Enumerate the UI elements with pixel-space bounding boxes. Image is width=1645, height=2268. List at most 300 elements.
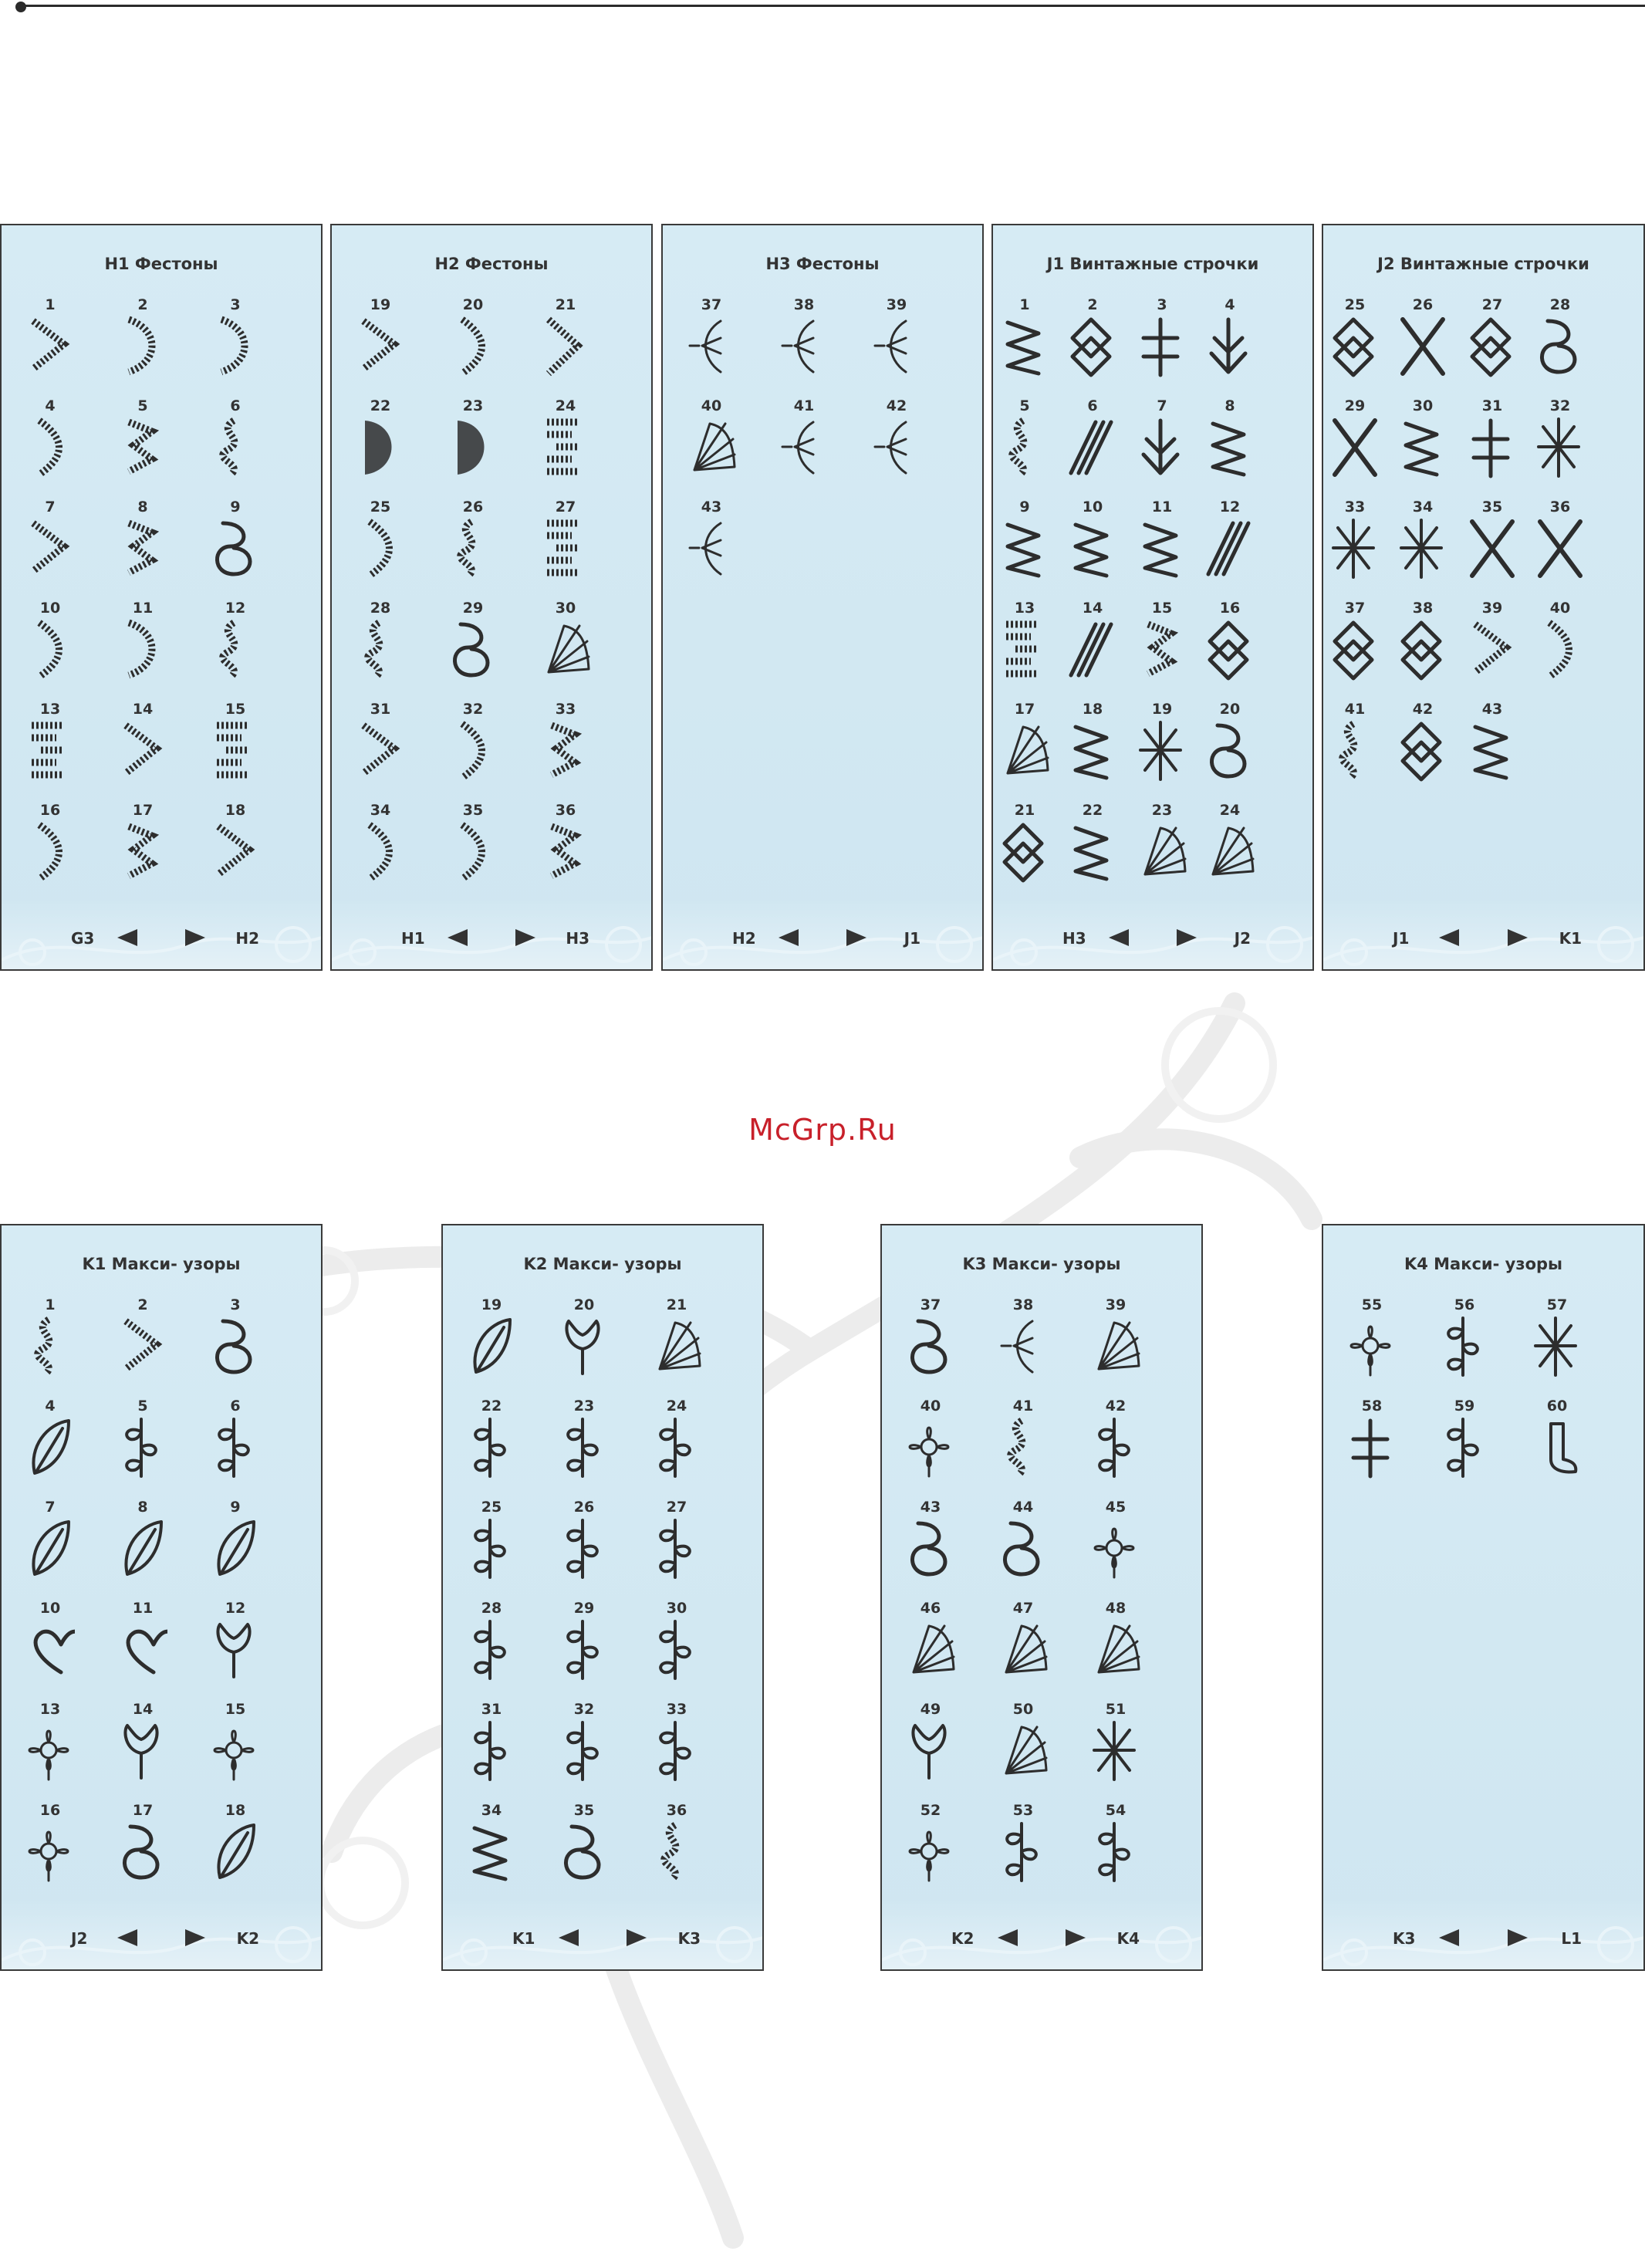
arrow-left-icon[interactable]	[779, 929, 799, 946]
stitch-item[interactable]	[988, 1701, 1058, 1793]
stitch-item[interactable]	[1203, 701, 1257, 793]
nav-prev-label: K3	[1393, 1929, 1416, 1948]
stitch-loops-icon	[906, 1315, 955, 1380]
stitch-loops-icon	[211, 517, 260, 582]
stitch-item[interactable]	[1135, 499, 1189, 591]
stitch-item[interactable]	[862, 296, 931, 389]
stitch-number: 24	[1219, 802, 1241, 819]
stitch-item[interactable]	[1203, 802, 1257, 894]
stitch-number: 43	[920, 1499, 941, 1516]
stitch-block-icon	[1000, 618, 1049, 683]
stitch-item[interactable]	[1081, 1701, 1150, 1793]
stitch-vine-icon	[467, 1416, 516, 1481]
stitch-item[interactable]	[15, 1600, 85, 1692]
stitch-item[interactable]	[1430, 1398, 1499, 1490]
stitch-block-icon	[211, 719, 260, 784]
stitch-item[interactable]	[531, 600, 600, 692]
stitch-crescent-icon	[25, 618, 75, 683]
stitch-item[interactable]	[1337, 1398, 1407, 1490]
stitch-item[interactable]	[1396, 499, 1450, 591]
stitch-item[interactable]	[531, 499, 600, 591]
stitch-fan-icon	[1000, 719, 1049, 784]
stitch-diamond-icon	[1468, 315, 1517, 380]
arrow-right-icon[interactable]	[846, 929, 866, 946]
stitch-item[interactable]	[108, 296, 177, 389]
stitch-item[interactable]	[108, 1398, 177, 1490]
stitch-number: 7	[1157, 397, 1167, 414]
stitch-item[interactable]	[346, 397, 415, 490]
stitch-number: 1	[45, 296, 56, 313]
stitch-item[interactable]	[201, 600, 270, 692]
stitch-item[interactable]	[642, 1802, 711, 1895]
stitch-item[interactable]	[1081, 1600, 1150, 1692]
arrow-left-icon[interactable]	[1439, 929, 1459, 946]
stitch-number: 2	[137, 1296, 148, 1313]
stitch-item[interactable]	[1328, 499, 1382, 591]
stitch-item[interactable]	[15, 701, 85, 793]
stitch-number: 39	[1105, 1296, 1127, 1313]
stitch-item[interactable]	[15, 600, 85, 692]
stitch-item[interactable]	[998, 802, 1052, 894]
stitch-number: 34	[1412, 499, 1434, 515]
stitch-heart-icon	[25, 1618, 75, 1683]
stitch-item[interactable]	[896, 1802, 965, 1895]
stitch-item[interactable]	[1337, 1296, 1407, 1389]
stitch-item[interactable]	[457, 1499, 526, 1591]
stitch-panel	[0, 224, 323, 971]
stitch-number: 4	[45, 1398, 56, 1415]
stitch-item[interactable]	[1533, 397, 1587, 490]
arrow-right-icon[interactable]	[1177, 929, 1197, 946]
stitch-leaf-icon	[211, 1517, 260, 1582]
stitch-number: 14	[132, 1701, 154, 1718]
stitch-number: 23	[573, 1398, 595, 1415]
stitch-item[interactable]	[1465, 701, 1519, 793]
stitch-item[interactable]	[1328, 701, 1382, 793]
stitch-number: 12	[225, 1600, 246, 1617]
arrow-right-icon[interactable]	[1508, 929, 1528, 946]
stitch-item[interactable]	[988, 1398, 1058, 1490]
stitch-number: 51	[1105, 1701, 1127, 1718]
stitch-number: 32	[1549, 397, 1571, 414]
stitch-item[interactable]	[108, 1600, 177, 1692]
stitch-star-icon	[1091, 1719, 1140, 1784]
stitch-item[interactable]	[1533, 600, 1587, 692]
stitch-flower-icon	[1347, 1315, 1397, 1380]
stitch-number: 24	[555, 397, 576, 414]
stitch-item[interactable]	[549, 1701, 619, 1793]
stitch-wavy-icon	[1000, 416, 1049, 481]
stitch-panel	[441, 1224, 764, 1971]
stitch-panel	[1322, 224, 1645, 971]
arrow-right-icon[interactable]	[1066, 1929, 1086, 1946]
stitch-crescent-icon	[356, 517, 405, 582]
stitch-item[interactable]	[642, 1701, 711, 1793]
stitch-item[interactable]	[457, 1701, 526, 1793]
stitch-item[interactable]	[201, 296, 270, 389]
stitch-item[interactable]	[438, 600, 508, 692]
stitch-number: 45	[1105, 1499, 1127, 1516]
arrow-left-icon[interactable]	[448, 929, 468, 946]
stitch-item[interactable]	[108, 802, 177, 894]
arrow-left-icon[interactable]	[1109, 929, 1129, 946]
stitch-item[interactable]	[1066, 701, 1120, 793]
stitch-star-icon	[1330, 517, 1380, 582]
panel-nav-footer	[1323, 898, 1643, 969]
panel-title: J1 Винтажные строчки	[1046, 255, 1259, 273]
stitch-loops-icon	[1205, 719, 1255, 784]
stitch-item[interactable]	[998, 499, 1052, 591]
stitch-item[interactable]	[1135, 600, 1189, 692]
stitch-item[interactable]	[1135, 701, 1189, 793]
stitch-item[interactable]	[201, 1701, 270, 1793]
stitch-item[interactable]	[1465, 600, 1519, 692]
stitch-item[interactable]	[1081, 1296, 1150, 1389]
stitch-zigzag-icon	[1000, 517, 1049, 582]
arrow-left-icon[interactable]	[117, 929, 137, 946]
stitch-item[interactable]	[1066, 296, 1120, 389]
stitch-item[interactable]	[642, 1296, 711, 1389]
stitch-item[interactable]	[862, 397, 931, 490]
stitch-item[interactable]	[15, 802, 85, 894]
stitch-item[interactable]	[1328, 296, 1382, 389]
stitch-fan-icon	[541, 618, 590, 683]
stitch-fan-icon	[687, 416, 736, 481]
stitch-number: 40	[920, 1398, 941, 1415]
stitch-item[interactable]	[15, 1701, 85, 1793]
stitch-item[interactable]	[1066, 802, 1120, 894]
stitch-item[interactable]	[346, 499, 415, 591]
stitch-item[interactable]	[769, 397, 839, 490]
stitch-star-icon	[1137, 719, 1187, 784]
stitch-item[interactable]	[108, 1701, 177, 1793]
stitch-zigzag-icon	[1068, 517, 1117, 582]
stitch-chevron-icon	[25, 315, 75, 380]
watermark-text: McGrp.Ru	[748, 1113, 897, 1147]
stitch-item[interactable]	[201, 1398, 270, 1490]
stitch-wavy-icon	[356, 618, 405, 683]
stitch-item[interactable]	[988, 1600, 1058, 1692]
stitch-number: 26	[1412, 296, 1434, 313]
stitch-chevron-icon	[356, 719, 405, 784]
stitch-number: 32	[573, 1701, 595, 1718]
stitch-item[interactable]	[988, 1499, 1058, 1591]
stitch-item[interactable]	[1081, 1802, 1150, 1895]
stitch-tulip-icon	[559, 1315, 609, 1380]
stitch-item[interactable]	[998, 296, 1052, 389]
stitch-item[interactable]	[769, 296, 839, 389]
stitch-item[interactable]	[201, 499, 270, 591]
stitch-number: 36	[555, 802, 576, 819]
stitch-number: 31	[1481, 397, 1503, 414]
stitch-item[interactable]	[438, 802, 508, 894]
stitch-item[interactable]	[438, 701, 508, 793]
stitch-item[interactable]	[1135, 397, 1189, 490]
stitch-item[interactable]	[346, 701, 415, 793]
stitch-panel	[330, 224, 653, 971]
stitch-arcline-icon	[779, 315, 829, 380]
stitch-number: 43	[701, 499, 722, 515]
stitch-item[interactable]	[896, 1296, 965, 1389]
arrow-right-icon[interactable]	[515, 929, 535, 946]
stitch-item[interactable]	[201, 701, 270, 793]
stitch-item[interactable]	[15, 1499, 85, 1591]
stitch-vine-icon	[467, 1517, 516, 1582]
stitch-crescent-icon	[448, 719, 498, 784]
stitch-item[interactable]	[1203, 296, 1257, 389]
stitch-block-icon	[541, 517, 590, 582]
stitch-flower-icon	[906, 1820, 955, 1885]
stitch-item[interactable]	[1066, 397, 1120, 490]
stitch-flower-icon	[25, 1820, 75, 1885]
stitch-number: 6	[1087, 397, 1098, 414]
stitch-loops-icon	[559, 1820, 609, 1885]
stitch-item[interactable]	[531, 802, 600, 894]
stitch-item[interactable]	[1396, 296, 1450, 389]
stitch-item[interactable]	[15, 296, 85, 389]
stitch-item[interactable]	[438, 499, 508, 591]
stitch-item[interactable]	[201, 1296, 270, 1389]
stitch-number: 13	[1014, 600, 1035, 617]
stitch-number: 35	[1481, 499, 1503, 515]
stitch-item[interactable]	[438, 397, 508, 490]
stitch-item[interactable]	[108, 701, 177, 793]
stitch-number: 5	[137, 397, 148, 414]
stitch-number: 2	[137, 296, 148, 313]
stitch-item[interactable]	[1396, 397, 1450, 490]
stitch-leaf-icon	[467, 1315, 516, 1380]
stitch-flower-icon	[25, 1719, 75, 1784]
stitch-item[interactable]	[988, 1296, 1058, 1389]
stitch-item[interactable]	[896, 1398, 965, 1490]
stitch-item[interactable]	[1522, 1398, 1592, 1490]
stitch-item[interactable]	[1135, 296, 1189, 389]
stitch-item[interactable]	[438, 296, 508, 389]
stitch-item[interactable]	[1465, 296, 1519, 389]
stitch-item[interactable]	[108, 1296, 177, 1389]
stitch-item[interactable]	[531, 296, 600, 389]
stitch-number: 2	[1087, 296, 1098, 313]
stitch-panel	[661, 224, 984, 971]
stitch-item[interactable]	[1328, 397, 1382, 490]
stitch-item[interactable]	[549, 1802, 619, 1895]
stitch-leaf-icon	[211, 1820, 260, 1885]
stitch-item[interactable]	[677, 296, 746, 389]
stitch-item[interactable]	[15, 1398, 85, 1490]
stitch-number: 38	[1412, 600, 1434, 617]
stitch-item[interactable]	[998, 397, 1052, 490]
stitch-loops-icon	[1535, 315, 1585, 380]
stitch-panel	[1322, 1224, 1645, 1971]
arrow-right-icon[interactable]	[1508, 1929, 1528, 1946]
stitch-number: 18	[225, 1802, 246, 1819]
stitch-vine-icon	[467, 1719, 516, 1784]
stitch-xcross-icon	[1398, 315, 1447, 380]
stitch-vine-icon	[1440, 1315, 1489, 1380]
stitch-item[interactable]	[15, 1296, 85, 1389]
stitch-number: 6	[230, 1398, 241, 1415]
stitch-item[interactable]	[998, 701, 1052, 793]
stitch-item[interactable]	[998, 600, 1052, 692]
stitch-item[interactable]	[457, 1802, 526, 1895]
stitch-loops-icon	[998, 1517, 1048, 1582]
stitch-item[interactable]	[1081, 1499, 1150, 1591]
nav-prev-label: H3	[1062, 929, 1086, 948]
stitch-wavy-icon	[1330, 719, 1380, 784]
stitch-item[interactable]	[457, 1600, 526, 1692]
stitch-item[interactable]	[1465, 499, 1519, 591]
stitch-item[interactable]	[1533, 499, 1587, 591]
stitch-item[interactable]	[531, 701, 600, 793]
stitch-item[interactable]	[108, 499, 177, 591]
stitch-number: 30	[555, 600, 576, 617]
stitch-number: 53	[1012, 1802, 1034, 1819]
stitch-item[interactable]	[108, 600, 177, 692]
stitch-item[interactable]	[1066, 499, 1120, 591]
stitch-item[interactable]	[1135, 802, 1189, 894]
stitch-item[interactable]	[201, 802, 270, 894]
stitch-fan-icon	[906, 1618, 955, 1683]
stitch-number: 5	[137, 1398, 148, 1415]
nav-next-label: K2	[236, 1929, 259, 1948]
stitch-item[interactable]	[1203, 499, 1257, 591]
stitch-leaf-icon	[25, 1517, 75, 1582]
stitch-item[interactable]	[201, 397, 270, 490]
stitch-vine-icon	[559, 1517, 609, 1582]
stitch-item[interactable]	[15, 499, 85, 591]
stitch-number: 12	[225, 600, 246, 617]
stitch-zigzag-icon	[1068, 719, 1117, 784]
stitch-item[interactable]	[15, 1802, 85, 1895]
stitch-number: 4	[1224, 296, 1235, 313]
stitch-item[interactable]	[1396, 701, 1450, 793]
arrow-left-icon[interactable]	[998, 1929, 1018, 1946]
stitch-item[interactable]	[531, 397, 600, 490]
stitch-boot-icon	[1532, 1416, 1582, 1481]
stitch-triple-icon	[541, 820, 590, 885]
panel-nav-footer	[2, 898, 321, 969]
stitch-item[interactable]	[1328, 600, 1382, 692]
stitch-item[interactable]	[457, 1398, 526, 1490]
stitch-item[interactable]	[346, 296, 415, 389]
stitch-vine-icon	[559, 1416, 609, 1481]
stitch-item[interactable]	[457, 1296, 526, 1389]
stitch-number: 47	[1012, 1600, 1034, 1617]
nav-next-label: K1	[1559, 929, 1582, 948]
stitch-star-icon	[1532, 1315, 1582, 1380]
stitch-number: 18	[225, 802, 246, 819]
stitch-arcline-icon	[687, 517, 736, 582]
stitch-item[interactable]	[1465, 397, 1519, 490]
stitch-diamond-icon	[1330, 315, 1380, 380]
stitch-item[interactable]	[642, 1398, 711, 1490]
stitch-number: 14	[132, 701, 154, 718]
stitch-number: 37	[1344, 600, 1366, 617]
stitch-xcross-icon	[1330, 416, 1380, 481]
stitch-number: 25	[1344, 296, 1366, 313]
stitch-number: 35	[573, 1802, 595, 1819]
stitch-item[interactable]	[988, 1802, 1058, 1895]
stitch-number: 42	[1412, 701, 1434, 718]
stitch-item[interactable]	[549, 1499, 619, 1591]
stitch-number: 36	[666, 1802, 687, 1819]
stitch-item[interactable]	[549, 1296, 619, 1389]
stitch-item[interactable]	[896, 1701, 965, 1793]
arrow-right-icon[interactable]	[627, 1929, 647, 1946]
stitch-item[interactable]	[1203, 397, 1257, 490]
stitch-zigzag-icon	[1468, 719, 1517, 784]
arrow-right-icon[interactable]	[185, 929, 205, 946]
stitch-item[interactable]	[201, 1600, 270, 1692]
stitch-crescent-icon	[1535, 618, 1585, 683]
stitch-zigzag-icon	[1000, 315, 1049, 380]
stitch-item[interactable]	[896, 1499, 965, 1591]
stitch-item[interactable]	[108, 1802, 177, 1895]
stitch-number: 3	[1157, 296, 1167, 313]
stitch-number: 41	[793, 397, 815, 414]
stitch-vine-icon	[1091, 1416, 1140, 1481]
stitch-item[interactable]	[677, 499, 746, 591]
stitch-bracket-icon	[211, 315, 260, 380]
stitch-item[interactable]	[1533, 296, 1587, 389]
stitch-number: 29	[1344, 397, 1366, 414]
stitch-item[interactable]	[346, 802, 415, 894]
stitch-item[interactable]	[642, 1499, 711, 1591]
stitch-heart-icon	[118, 1618, 167, 1683]
stitch-number: 20	[1219, 701, 1241, 718]
panel-title: K2 Макси- узоры	[523, 1255, 682, 1273]
stitch-cross-icon	[1347, 1416, 1397, 1481]
stitch-number: 3	[230, 296, 241, 313]
stitch-number: 11	[1151, 499, 1173, 515]
stitch-halfdisk-icon	[356, 416, 405, 481]
stitch-fan-icon	[652, 1315, 701, 1380]
arrow-right-icon[interactable]	[185, 1929, 205, 1946]
stitch-item[interactable]	[201, 1802, 270, 1895]
stitch-number: 39	[886, 296, 907, 313]
stitch-number: 25	[481, 1499, 502, 1516]
stitch-item[interactable]	[1081, 1398, 1150, 1490]
arrow-left-icon[interactable]	[117, 1929, 137, 1946]
stitch-crescent-icon	[448, 820, 498, 885]
stitch-number: 58	[1361, 1398, 1383, 1415]
stitch-number: 30	[666, 1600, 687, 1617]
stitch-number: 31	[481, 1701, 502, 1718]
stitch-item[interactable]	[1430, 1296, 1499, 1389]
stitch-item[interactable]	[108, 1499, 177, 1591]
stitch-item[interactable]	[1203, 600, 1257, 692]
stitch-item[interactable]	[896, 1600, 965, 1692]
stitch-item[interactable]	[108, 397, 177, 490]
stitch-item[interactable]	[15, 397, 85, 490]
stitch-item[interactable]	[346, 600, 415, 692]
stitch-item[interactable]	[201, 1499, 270, 1591]
stitch-number: 18	[1082, 701, 1103, 718]
stitch-item[interactable]	[1066, 600, 1120, 692]
stitch-item[interactable]	[642, 1600, 711, 1692]
stitch-diamond-icon	[1205, 618, 1255, 683]
stitch-item[interactable]	[1522, 1296, 1592, 1389]
stitch-diamond-icon	[1330, 618, 1380, 683]
stitch-item[interactable]	[677, 397, 746, 490]
stitch-item[interactable]	[549, 1398, 619, 1490]
arrow-left-icon[interactable]	[1439, 1929, 1459, 1946]
arrow-left-icon[interactable]	[559, 1929, 579, 1946]
stitch-item[interactable]	[1396, 600, 1450, 692]
stitch-item[interactable]	[549, 1600, 619, 1692]
stitch-number: 38	[1012, 1296, 1034, 1313]
stitch-vine-icon	[998, 1820, 1048, 1885]
